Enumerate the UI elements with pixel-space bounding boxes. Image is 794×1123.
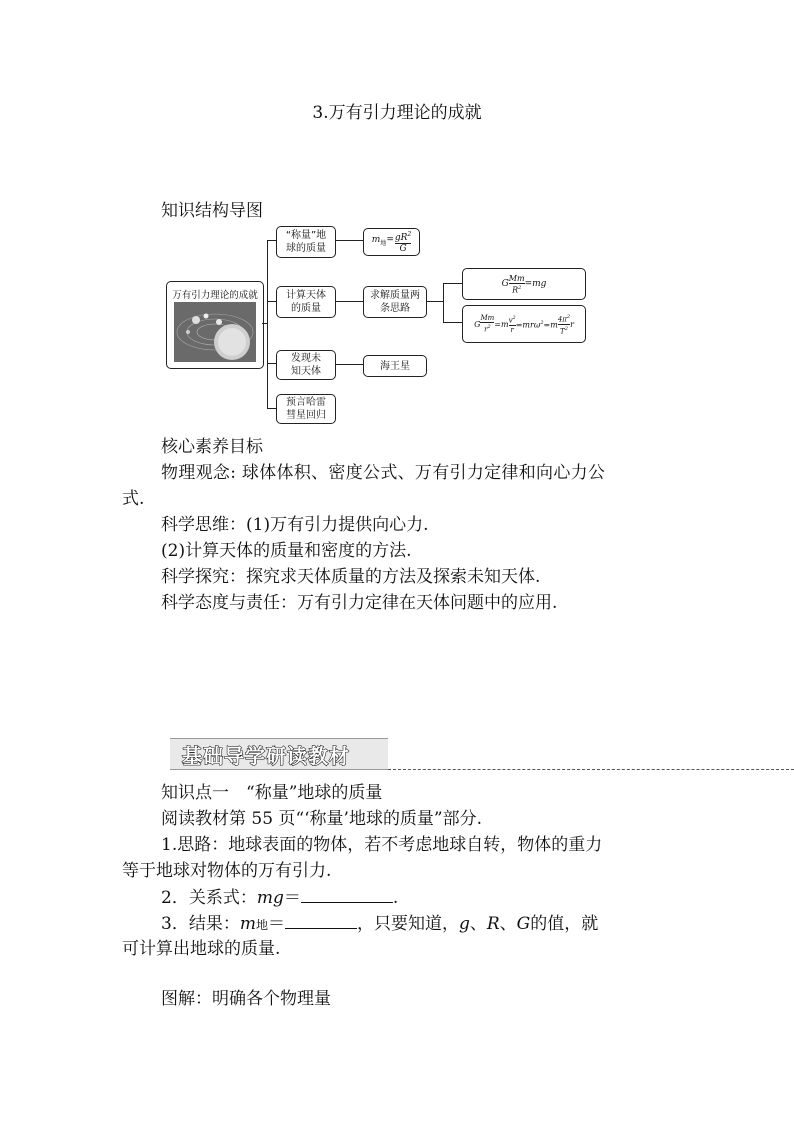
result-variable: m (239, 914, 256, 934)
branch-weigh-earth-label: “称量”地球的质量 (285, 230, 327, 254)
banner-text: 基础导学研读教材 (182, 744, 350, 768)
figure-caption: 图解：明确各个物理量 (161, 989, 331, 1009)
relation-variable: mg (256, 888, 284, 908)
neptune-label: 海王星 (380, 360, 410, 372)
branch-weigh-earth (276, 226, 336, 258)
formula-earth-mass: $m_地=$ $\frac{gR^2}{G}$ (363, 228, 420, 256)
solar-system-image (174, 302, 256, 362)
idea-line1: 1.思路：地球表面的物体，若不考虑地球自转，物体的重力 (161, 835, 603, 855)
result-line (161, 912, 598, 936)
section-banner (170, 738, 794, 768)
result-subscript: 地 (255, 918, 268, 932)
result-R: R (486, 914, 500, 934)
structure-heading: 知识结构导图 (161, 201, 263, 221)
result-suffix: ，只要知道， (356, 914, 459, 934)
banner-dashed-rule (388, 769, 794, 770)
result-blank[interactable] (285, 912, 357, 929)
relation-line: 2．关系式：mg＝ . (161, 888, 399, 908)
goal-physics-concept: 物理观念: 球体体积、密度公式、万有引力定律和向心力公 (161, 463, 606, 483)
knowledge-point-heading: 知识点一 “称量”地球的质量 (161, 783, 383, 803)
relation-equals: ＝ (283, 888, 301, 908)
branch-celestial-mass (276, 286, 336, 318)
page-title: 3.万有引力理论的成就 (312, 103, 482, 123)
goal-density-method: (2)计算天体的质量和密度的方法. (161, 541, 412, 561)
reading-instruction: 阅读教材第 55 页“‘称量’地球的质量”部分. (161, 809, 483, 829)
branch-halley-comet-label: 预言哈雷彗星回归 (286, 397, 326, 421)
idea-line2: 等于地球对物体的万有引力. (122, 861, 332, 881)
goal-scientific-inquiry: 科学探究：探究求天体质量的方法及探索未知天体. (161, 567, 541, 587)
relation-blank[interactable] (301, 886, 393, 903)
path-surface-gravity: G $\frac{Mm}{R^2}$ =mg (462, 268, 586, 300)
result-sep1: 、 (469, 914, 487, 934)
branch-halley-comet (276, 394, 336, 424)
goals-heading: 核心素养目标 (161, 437, 263, 457)
knowledge-map (0, 0, 794, 430)
goal-attitude: 科学态度与责任：万有引力定律在天体问题中的应用. (161, 593, 558, 613)
goal-scientific-thinking: 科学思维：(1)万有引力提供向心力. (161, 515, 429, 535)
root-box (166, 281, 264, 369)
result-prefix: 3．结果： (161, 914, 240, 934)
result-line2: 可计算出地球的质量. (122, 939, 281, 959)
result-g: g (458, 914, 470, 934)
branch-unknown-body (276, 350, 336, 380)
result-G: G (516, 914, 531, 934)
branch-unknown-body-label: 发现未知天体 (291, 353, 321, 377)
two-approaches-label: 求解质量两条思路 (370, 290, 420, 314)
result-equals: ＝ (267, 914, 285, 934)
neptune-box (363, 355, 427, 377)
path-orbital-motion: G $\frac{Mm}{r^2}$ =m $\frac{v^2}{r}$ =mrω$^2$=m $4\pi^2$ $T^2$ r (462, 305, 586, 343)
root-label: 万有引力理论的成就 (172, 290, 258, 301)
branch-celestial-mass-label: 计算天体的质量 (286, 290, 326, 314)
result-end: 的值，就 (530, 914, 599, 934)
relation-prefix: 2．关系式： (161, 888, 257, 908)
result-sep2: 、 (499, 914, 517, 934)
two-approaches (363, 286, 427, 318)
goal-physics-concept-cont: 式. (122, 489, 145, 509)
